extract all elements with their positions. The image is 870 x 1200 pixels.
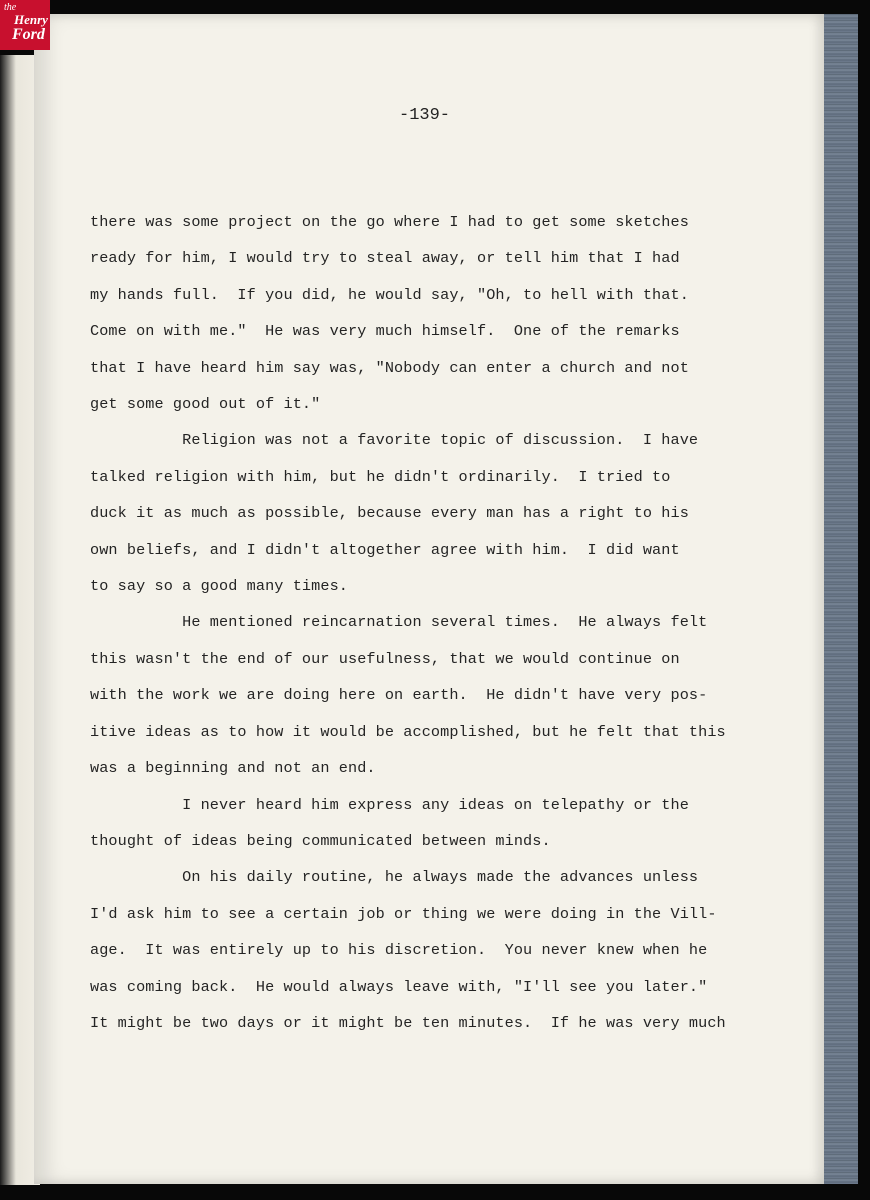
- text-line: to say so a good many times.: [90, 577, 348, 596]
- text-line: age. It was entirely up to his discretion. You never knew when he: [90, 941, 708, 960]
- logo-henry: Henry: [14, 12, 48, 27]
- book-page: [34, 14, 824, 1184]
- text-line: Religion was not a favorite topic of discussion. I have: [90, 431, 699, 450]
- text-line: He mentioned reincarnation several times. He always felt: [90, 613, 708, 632]
- text-line: with the work we are doing here on earth. He didn't have very pos-: [90, 686, 708, 705]
- text-line: my hands full. If you did, he would say, "Oh, to hell with that.: [90, 285, 689, 304]
- logo-the: the: [4, 2, 17, 13]
- text-line: get some good out of it.": [90, 395, 321, 414]
- text-line: duck it as much as possible, because every man has a right to his: [90, 504, 689, 523]
- typewritten-text: [90, 204, 730, 1041]
- text-line: this wasn't the end of our usefulness, that we would continue on: [90, 649, 680, 668]
- henry-ford-logo[interactable]: [0, 0, 50, 50]
- text-line: talked religion with him, but he didn't ordinarily. I tried to: [90, 467, 671, 486]
- text-line: On his daily routine, he always made the advances unless: [90, 868, 699, 887]
- text-line: ready for him, I would try to steal away, or tell him that I had: [90, 249, 680, 268]
- page-number: -139-: [399, 106, 451, 125]
- logo-ford: Ford: [12, 26, 45, 43]
- text-line: that I have heard him say was, "Nobody can enter a church and not: [90, 358, 689, 377]
- text-line: I'd ask him to see a certain job or thing we were doing in the Vill-: [90, 904, 717, 923]
- text-line: Come on with me." He was very much himself. One of the remarks: [90, 322, 680, 341]
- text-line: I never heard him express any ideas on telepathy or the: [90, 795, 689, 814]
- text-line: own beliefs, and I didn't altogether agree with him. I did want: [90, 540, 680, 559]
- text-line: there was some project on the go where I had to get some sketches: [90, 213, 689, 231]
- text-line: itive ideas as to how it would be accomplished, but he felt that this: [90, 722, 726, 741]
- text-line: It might be two days or it might be ten minutes. If he was very much: [90, 1013, 726, 1032]
- book-cover-edge: [821, 14, 858, 1184]
- text-line: was a beginning and not an end.: [90, 759, 376, 778]
- text-line: was coming back. He would always leave with, "I'll see you later.": [90, 977, 708, 996]
- text-line: thought of ideas being communicated between minds.: [90, 831, 551, 850]
